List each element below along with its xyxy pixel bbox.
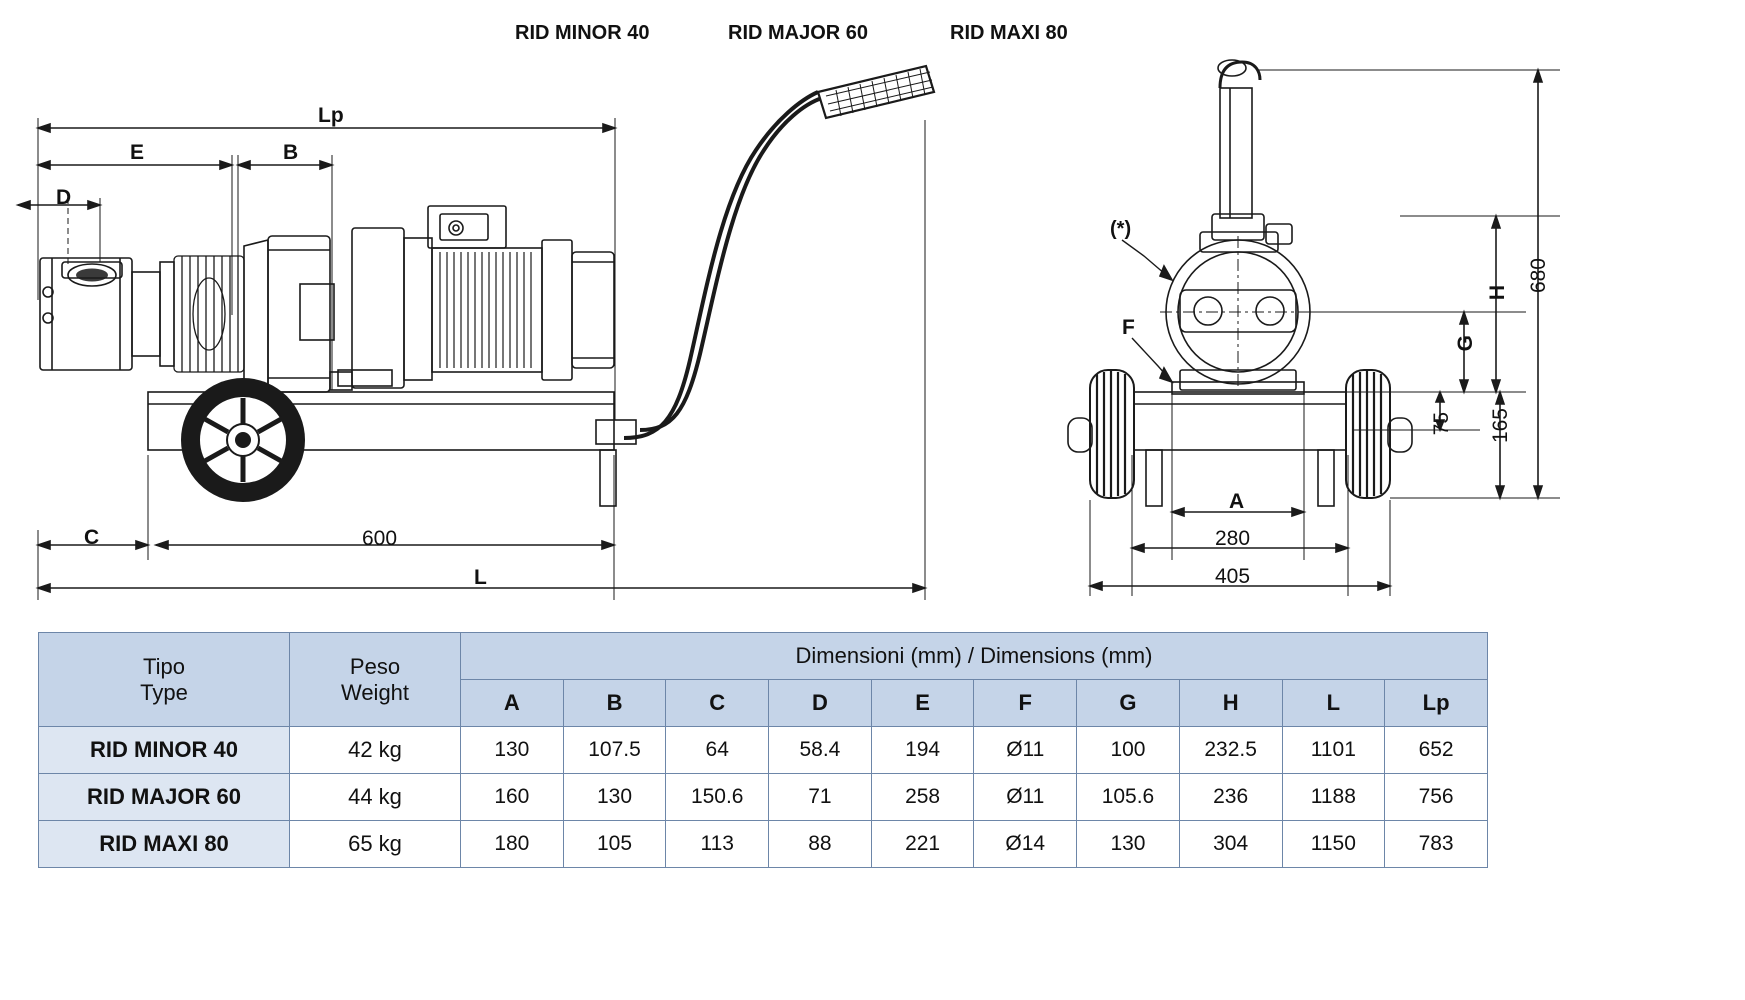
table-row bbox=[39, 774, 1488, 821]
cell-minor-a: 130 bbox=[461, 727, 564, 774]
cell-maxi-lp: 783 bbox=[1385, 821, 1488, 868]
dim-label-e: E bbox=[130, 141, 145, 164]
cell-maxi-b: 105 bbox=[563, 821, 666, 868]
cell-maxi-f: Ø14 bbox=[974, 821, 1077, 868]
cell-maxi-g: 130 bbox=[1077, 821, 1180, 868]
header-weight bbox=[290, 633, 461, 727]
header-col-c: C bbox=[666, 680, 769, 727]
header-col-g: G bbox=[1077, 680, 1180, 727]
cell-major-d: 71 bbox=[769, 774, 872, 821]
header-weight-en: Weight bbox=[340, 679, 410, 705]
cell-minor-l: 1101 bbox=[1282, 727, 1385, 774]
row-weight-minor: 42 kg bbox=[290, 727, 461, 774]
cell-major-l: 1188 bbox=[1282, 774, 1385, 821]
cell-major-h: 236 bbox=[1179, 774, 1282, 821]
cell-minor-c: 64 bbox=[666, 727, 769, 774]
cell-minor-f: Ø11 bbox=[974, 727, 1077, 774]
cell-maxi-a: 180 bbox=[461, 821, 564, 868]
table-header-row-1 bbox=[39, 633, 1488, 680]
model-title-minor: RID MINOR 40 bbox=[515, 22, 650, 44]
dim-label-75: 75 bbox=[1430, 412, 1453, 436]
cell-minor-d: 58.4 bbox=[769, 727, 872, 774]
header-type-en: Type bbox=[140, 679, 188, 705]
header-type-it: Tipo bbox=[143, 653, 185, 679]
dim-label-280: 280 bbox=[1215, 527, 1251, 550]
header-col-a: A bbox=[461, 680, 564, 727]
header-weight-it: Peso bbox=[349, 653, 401, 679]
header-col-h: H bbox=[1179, 680, 1282, 727]
cell-major-b: 130 bbox=[563, 774, 666, 821]
header-col-lp: Lp bbox=[1385, 680, 1488, 727]
front-view-drawing bbox=[1060, 0, 1660, 620]
dim-label-a: A bbox=[1229, 490, 1245, 513]
cell-minor-g: 100 bbox=[1077, 727, 1180, 774]
cell-maxi-h: 304 bbox=[1179, 821, 1282, 868]
cell-major-a: 160 bbox=[461, 774, 564, 821]
dim-label-165: 165 bbox=[1489, 408, 1512, 444]
header-col-l: L bbox=[1282, 680, 1385, 727]
cell-major-f: Ø11 bbox=[974, 774, 1077, 821]
model-title-maxi: RID MAXI 80 bbox=[950, 22, 1068, 44]
note-asterisk-label: (*) bbox=[1110, 218, 1132, 240]
cell-maxi-d: 88 bbox=[769, 821, 872, 868]
dimensions-table-wrapper bbox=[38, 632, 1488, 868]
cell-major-g: 105.6 bbox=[1077, 774, 1180, 821]
row-weight-major: 44 kg bbox=[290, 774, 461, 821]
row-type-maxi: RID MAXI 80 bbox=[39, 821, 290, 868]
cell-minor-e: 194 bbox=[871, 727, 974, 774]
dim-label-680: 680 bbox=[1527, 258, 1550, 294]
dim-label-l: L bbox=[474, 566, 487, 589]
cell-maxi-c: 113 bbox=[666, 821, 769, 868]
row-weight-maxi: 65 kg bbox=[290, 821, 461, 868]
row-type-major: RID MAJOR 60 bbox=[39, 774, 290, 821]
side-view-drawing bbox=[0, 0, 1060, 620]
dimensions-table bbox=[38, 632, 1488, 868]
table-row bbox=[39, 821, 1488, 868]
dim-label-405: 405 bbox=[1215, 565, 1251, 588]
cell-maxi-e: 221 bbox=[871, 821, 974, 868]
row-type-minor: RID MINOR 40 bbox=[39, 727, 290, 774]
dim-label-f: F bbox=[1122, 316, 1135, 339]
header-col-d: D bbox=[769, 680, 872, 727]
dim-label-b: B bbox=[283, 141, 299, 164]
cell-major-c: 150.6 bbox=[666, 774, 769, 821]
header-dimensions: Dimensioni (mm) / Dimensions (mm) bbox=[461, 633, 1488, 680]
dim-label-lp: Lp bbox=[318, 104, 344, 127]
cell-minor-b: 107.5 bbox=[563, 727, 666, 774]
header-col-e: E bbox=[871, 680, 974, 727]
dim-label-h: H bbox=[1486, 285, 1509, 301]
header-col-f: F bbox=[974, 680, 1077, 727]
dim-label-600: 600 bbox=[362, 527, 398, 550]
header-col-b: B bbox=[563, 680, 666, 727]
model-title-major: RID MAJOR 60 bbox=[728, 22, 869, 44]
cell-major-e: 258 bbox=[871, 774, 974, 821]
dim-label-g: G bbox=[1454, 335, 1477, 352]
cell-minor-lp: 652 bbox=[1385, 727, 1488, 774]
header-type bbox=[39, 633, 290, 727]
cell-maxi-l: 1150 bbox=[1282, 821, 1385, 868]
cell-minor-h: 232.5 bbox=[1179, 727, 1282, 774]
cell-major-lp: 756 bbox=[1385, 774, 1488, 821]
table-row bbox=[39, 727, 1488, 774]
dim-label-c: C bbox=[84, 526, 100, 549]
dim-label-d: D bbox=[56, 186, 72, 209]
